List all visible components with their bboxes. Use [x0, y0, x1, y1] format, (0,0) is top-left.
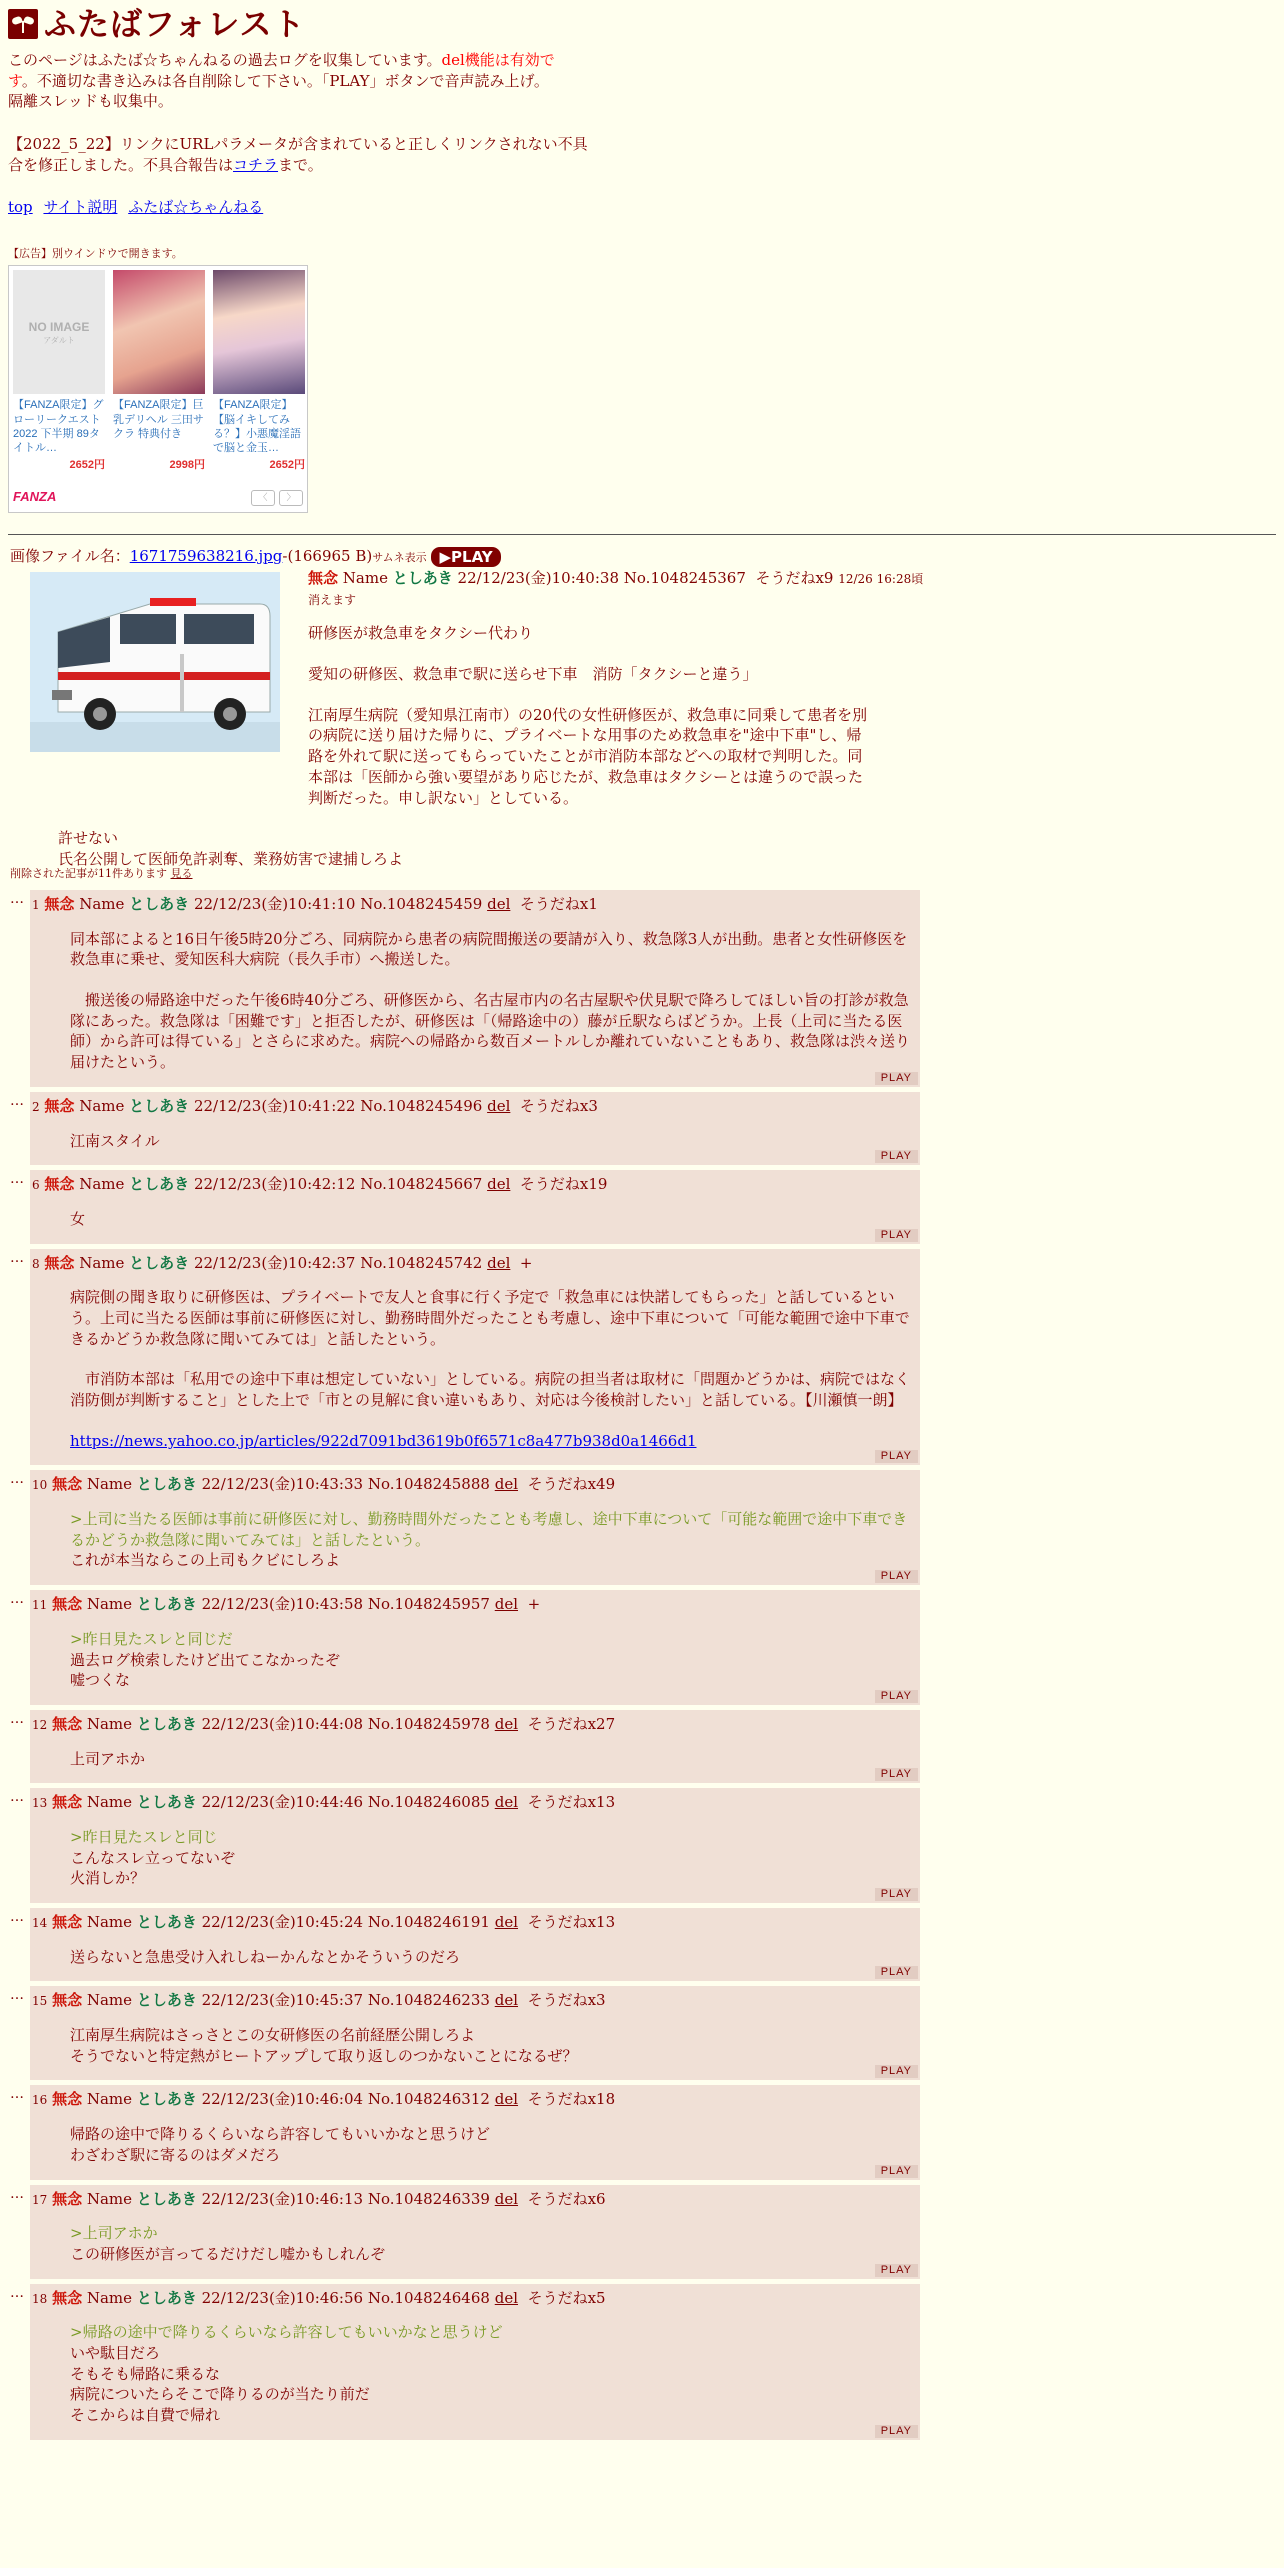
del-link[interactable]: del: [487, 1175, 511, 1194]
update-notice: 【2022_5_22】リンクにURLパラメータが含まれていると正しくリンクされない不具合を修正しました。不具合報告はコチラまで。: [8, 135, 588, 174]
reply-header: [32, 1714, 916, 1735]
op-file-info: 画像ファイル名：1671759638216.jpg-(166965 B)サムネ表示 ▶PLAY: [10, 546, 501, 567]
quote-line: >上司アホか: [70, 2224, 158, 2243]
post-subject: 無念: [308, 569, 339, 587]
ad-prev-button[interactable]: 〈: [251, 490, 275, 506]
del-link[interactable]: del: [494, 2288, 519, 2307]
post-datetime: 22/12/23(金)10:44:46: [201, 1793, 364, 1812]
name-label: Name: [86, 1475, 133, 1494]
ad-item-title[interactable]: 【FANZA限定】巨乳デリヘル 三田サクラ 特典付き: [113, 399, 204, 440]
reply-header: [32, 1474, 916, 1495]
post-datetime: 22/12/23(金)10:45:37: [201, 1991, 364, 2010]
reply-post: [10, 1092, 920, 1165]
post-datetime: 22/12/23(金)10:42:12: [193, 1175, 356, 1194]
reply-header: [32, 1174, 916, 1195]
name-label: Name: [86, 1793, 133, 1812]
reply-message: [70, 929, 916, 1073]
reply-header: [32, 1253, 916, 1274]
reply-post: [10, 1710, 920, 1783]
message-line: [70, 1349, 916, 1369]
reply-header: [32, 894, 916, 915]
poster-name: としあき: [136, 1714, 197, 1733]
play-button[interactable]: PLAY: [875, 1966, 918, 1979]
reply-box: [30, 1986, 920, 2080]
post-number[interactable]: No.1048245459: [360, 895, 483, 913]
reply-list: [10, 890, 920, 2445]
del-link[interactable]: del: [494, 1595, 519, 1614]
post-number[interactable]: No.1048246085: [367, 1793, 490, 1812]
quote-line: >昨日見たスレと同じだ: [70, 1629, 233, 1648]
ad-thumbnail[interactable]: [113, 270, 205, 394]
del-link[interactable]: del: [487, 1096, 511, 1115]
message-line: こんなスレ立ってないぞ: [70, 1848, 236, 1867]
reply-menu-icon[interactable]: …: [10, 1249, 24, 1266]
reply-post: [10, 1908, 920, 1981]
post-subject: 無念: [52, 1913, 83, 1931]
play-button[interactable]: PLAY: [875, 1690, 918, 1703]
message-line: 江南厚生病院はさっさとこの女研修医の名前経歴公開しろよ: [70, 2026, 476, 2045]
play-button[interactable]: PLAY: [875, 1888, 918, 1901]
name-label: Name: [79, 895, 125, 913]
message-line: いや駄目だろ: [70, 2343, 161, 2362]
post-subject: 無念: [52, 2090, 83, 2109]
message-line: 上司アホか: [70, 1749, 146, 1768]
reply-menu-icon[interactable]: …: [10, 2086, 24, 2103]
reply-message: [70, 2322, 916, 2425]
post-datetime: 22/12/23(金)10:43:58: [201, 1595, 364, 1614]
del-link[interactable]: del: [494, 1991, 519, 2010]
del-link[interactable]: del: [494, 1714, 519, 1733]
post-subject: 無念: [52, 2189, 83, 2208]
reply-post: [10, 2185, 920, 2279]
reply-index: 12: [32, 1717, 48, 1732]
ad-caption: 【広告】別ウインドウで開きます。: [8, 247, 183, 261]
reply-header: [32, 1990, 916, 2011]
reply-menu-icon[interactable]: …: [10, 1092, 24, 1109]
post-datetime: 22/12/23(金)10:45:24: [201, 1913, 364, 1931]
message-line: 過去ログ検索したけど出てこなかったぞ: [70, 1650, 341, 1669]
quote-line: >帰路の途中で降りるくらいなら許容してもいいかなと思うけど: [70, 2323, 503, 2342]
futaba-leaf-icon[interactable]: [8, 9, 38, 39]
poster-name: としあき: [136, 1595, 197, 1614]
sodane-button[interactable]: そうだねx13: [527, 1913, 616, 1931]
play-button[interactable]: PLAY: [875, 1150, 918, 1163]
reply-message: [70, 1947, 916, 1968]
del-enabled-notice: del機能は有効で: [441, 51, 555, 69]
sodane-button[interactable]: そうだねx5: [527, 2288, 606, 2307]
post-datetime: 22/12/23(金)10:46:04: [201, 2090, 364, 2109]
del-link[interactable]: del: [487, 1253, 511, 1272]
reply-index: 18: [32, 2291, 48, 2306]
post-datetime: 22/12/23(金)10:46:56: [201, 2288, 364, 2307]
nav-futaba-link[interactable]: ふたば☆ちゃんねる: [128, 198, 264, 217]
reply-header: [32, 2089, 916, 2110]
play-button[interactable]: PLAY: [875, 1768, 918, 1781]
poster-name: としあき: [392, 569, 453, 587]
reply-box: [30, 1710, 920, 1783]
play-button[interactable]: PLAY: [875, 2065, 918, 2078]
poster-name: としあき: [129, 1096, 190, 1115]
reply-menu-icon[interactable]: …: [10, 1710, 24, 1727]
ad-item[interactable]: [213, 270, 305, 473]
message-line: 江南スタイル: [70, 1131, 160, 1150]
post-subject: 無念: [52, 1475, 83, 1494]
del-link[interactable]: del: [487, 895, 511, 913]
reply-message: [70, 1749, 916, 1770]
reply-box: [30, 1590, 920, 1705]
reply-post: [10, 2085, 920, 2179]
reply-index: 13: [32, 1796, 48, 1811]
poster-name: としあき: [136, 2189, 197, 2208]
reply-header: [32, 1594, 916, 1615]
reply-post: [10, 1470, 920, 1585]
play-button[interactable]: PLAY: [875, 1570, 918, 1583]
play-button[interactable]: PLAY: [875, 2165, 918, 2178]
reply-message: [70, 2124, 916, 2165]
del-link[interactable]: del: [494, 1793, 519, 1812]
del-link[interactable]: del: [494, 2189, 519, 2208]
reply-index: 15: [32, 1994, 48, 2009]
reply-menu-icon[interactable]: …: [10, 1789, 24, 1806]
reply-message: [70, 2025, 916, 2066]
message-line: わざわざ駅に寄るのはダメだろ: [70, 2145, 281, 2164]
reply-box: [30, 1908, 920, 1981]
name-label: Name: [79, 1253, 125, 1272]
post-subject: 無念: [52, 1793, 83, 1812]
site-header: [8, 6, 1278, 42]
ad-widget: [8, 265, 308, 513]
show-deleted-link[interactable]: 見る: [170, 867, 193, 880]
message-line: 嘘つくな: [70, 1671, 131, 1690]
reply-message: [70, 1209, 916, 1230]
reply-post: [10, 2284, 920, 2440]
play-button[interactable]: PLAY: [875, 2264, 918, 2277]
reply-menu-icon[interactable]: …: [10, 2284, 24, 2301]
sodane-button[interactable]: そうだねx3: [519, 1096, 598, 1115]
name-label: Name: [79, 1096, 125, 1115]
poster-name: としあき: [136, 1991, 197, 2010]
reply-menu-icon[interactable]: …: [10, 891, 24, 907]
reply-post: [10, 1788, 920, 1903]
site-title: ふたばフォレスト: [44, 4, 306, 43]
reply-box: [30, 1470, 920, 1585]
message-line: 同本部によると16日午後5時20分ごろ、同病院から患者の病院間搬送の要請が入り、救急隊3人が出動。患者と女性研修医を救急車に乗せ、愛知医科大病院（長久手市）へ搬送した。: [70, 929, 908, 969]
sodane-button[interactable]: +: [519, 1253, 533, 1272]
name-label: Name: [86, 1991, 133, 2010]
message-line: 火消しか？: [70, 1869, 146, 1888]
post-number[interactable]: No.1048245496: [360, 1096, 483, 1115]
divider: [8, 534, 1276, 535]
sodane-button[interactable]: そうだねx27: [527, 1714, 616, 1733]
poster-name: としあき: [136, 2288, 197, 2307]
reply-post: [10, 1986, 920, 2080]
message-line: 女: [70, 1209, 86, 1228]
message-line: 病院側の聞き取りに研修医は、プライベートで友人と食事に行く予定で「救急車には快諾してもらった」と話しているという。上司に当たる医師は事前に研修医に対し、勤務時間外だったことも考慮し、途中下車について「可能な範囲で途中下車できるかどうか救急隊に聞いてみては」と話したという。: [70, 1288, 910, 1348]
name-label: Name: [86, 1714, 133, 1733]
reply-box: [30, 1092, 920, 1165]
reply-index: 2: [32, 1099, 40, 1114]
post-number[interactable]: No.1048246339: [367, 2189, 490, 2208]
quote-line: >上司に当たる医師は事前に研修医に対し、勤務時間外だったことも考慮し、途中下車について「可能な範囲で途中下車できるかどうか救急隊に聞いてみては」と話したという。: [70, 1510, 908, 1549]
reply-index: 1: [32, 898, 40, 912]
message-line: 搬送後の帰路途中だった午後6時40分ごろ、研修医から、名古屋市内の名古屋駅や伏見駅で降ろしてほしい旨の打診が救急隊にあった。救急隊は「困難です」と拒否したが、研修医は「（帰路途中の）藤が丘駅ならばどうか。上長（上司に当たる医師）から許可は得ている」とさらに求めた。病院への帰路から数百メートルしか離れていないこともあり、救急隊は渋々送り届けたという。: [70, 991, 911, 1072]
post-number[interactable]: No.1048246468: [367, 2288, 490, 2307]
reply-box: [30, 1788, 920, 1903]
nav-about-link[interactable]: サイト説明: [43, 198, 118, 217]
poster-name: としあき: [129, 1175, 190, 1194]
sodane-button[interactable]: そうだねx19: [519, 1175, 608, 1194]
reply-message: [70, 1827, 916, 1889]
message-line: [70, 1411, 916, 1431]
poster-name: としあき: [136, 1793, 197, 1812]
post-number[interactable]: No.1048245742: [360, 1253, 483, 1272]
sodane-button[interactable]: そうだねx18: [527, 2090, 616, 2109]
play-button[interactable]: PLAY: [875, 1229, 918, 1242]
quote-line: >昨日見たスレと同じ: [70, 1827, 218, 1846]
reply-post: [10, 1170, 920, 1243]
sodane-button[interactable]: そうだねx9: [755, 569, 834, 587]
message-line: そもそも帰路に乗るな: [70, 2364, 221, 2383]
post-datetime: 22/12/23(金)10:43:33: [201, 1475, 364, 1494]
reply-header: [32, 2288, 916, 2309]
ad-thumbnail[interactable]: [213, 270, 305, 394]
intro-text: このページはふたば☆ちゃんねるの過去ログを収集しています。del機能は有効で す。不適切な書き込みは各自削除して下さい。「PLAY」ボタンで音声読み上げ。 隔離スレッドも収集中。: [8, 51, 555, 111]
play-button[interactable]: PLAY: [875, 1450, 918, 1463]
post-subject: 無念: [44, 895, 75, 913]
bug-report-link[interactable]: コチラ: [233, 155, 279, 174]
ad-item-title[interactable]: 【FANZA限定】【脳イキしてみる？】小悪魔淫語で脳と金玉…: [213, 399, 301, 455]
message-line: 市消防本部は「私用での途中下車は想定していない」としている。病院の担当者は取材に「問題かどうかは、病院ではなく消防側が判断すること」とした上で「市との見解に食い違いもあり、対応は今後検討したい」と話している。【川瀬慎一朗】: [70, 1370, 911, 1409]
name-label: Name: [86, 1595, 133, 1614]
post-number[interactable]: No.1048246312: [367, 2090, 490, 2109]
reply-header: [32, 1792, 916, 1813]
post-subject: 無念: [44, 1253, 75, 1272]
reply-index: 17: [32, 2192, 48, 2207]
reply-post: [10, 890, 920, 1087]
reply-box: [30, 1249, 920, 1466]
message-line: [70, 970, 916, 990]
poster-name: としあき: [136, 1913, 197, 1931]
reply-box: [30, 2085, 920, 2179]
post-number[interactable]: No.1048245367: [623, 569, 746, 587]
post-number[interactable]: No.1048245667: [360, 1175, 483, 1194]
no-image-placeholder[interactable]: NO IMAGE アダルト: [13, 270, 105, 394]
name-label: Name: [86, 2288, 133, 2307]
post-datetime: 22/12/23(金)10:41:10: [193, 895, 356, 913]
page: [8, 0, 1278, 2437]
reply-box: [30, 1170, 920, 1243]
del-link[interactable]: del: [494, 1913, 519, 1931]
poster-name: としあき: [136, 1475, 197, 1494]
message-line: そうでないと特定熱がヒートアップして取り返しのつかないことになるぜ？: [70, 2046, 578, 2065]
post-datetime: 22/12/23(金)10:44:08: [201, 1714, 364, 1733]
reply-menu-icon[interactable]: …: [10, 1909, 24, 1925]
reply-index: 10: [32, 1478, 48, 1493]
del-link[interactable]: del: [494, 1475, 519, 1494]
poster-name: としあき: [136, 2090, 197, 2109]
thumbnail-toggle[interactable]: サムネ表示: [372, 551, 427, 564]
post-subject: 無念: [52, 1991, 83, 2010]
reply-header: [32, 2189, 916, 2210]
sodane-button[interactable]: そうだねx13: [527, 1793, 616, 1812]
sodane-button[interactable]: そうだねx6: [527, 2189, 606, 2208]
post-subject: 無念: [52, 1714, 83, 1733]
message-line: 帰路の途中で降りるくらいなら許容してもいいかなと思うけど: [70, 2125, 491, 2144]
reply-header: [32, 1912, 916, 1933]
reply-message: [70, 2223, 916, 2264]
reply-message: [70, 1509, 916, 1571]
ad-pager: [251, 490, 303, 506]
reply-index: 6: [32, 1178, 40, 1193]
message-line: これが本当ならこの上司もクビにしろよ: [70, 1551, 341, 1570]
post-subject: 無念: [44, 1096, 75, 1115]
ad-item-price: 2652円: [69, 459, 105, 472]
nav-links: [8, 197, 1278, 218]
op-post: [30, 568, 930, 870]
expire-note: 12/26 16:28頃消えます: [308, 572, 924, 607]
post-datetime: 22/12/23(金)10:46:13: [201, 2189, 364, 2208]
name-label: Name: [79, 1175, 125, 1194]
message-line: 病院についたらそこで降りるのが当たり前だ: [70, 2385, 370, 2404]
post-number[interactable]: No.1048246191: [367, 1913, 490, 1931]
reply-message: [70, 1131, 916, 1152]
fanza-logo[interactable]: FANZA: [13, 489, 57, 505]
post-number[interactable]: No.1048245957: [367, 1595, 490, 1614]
article-link[interactable]: https://news.yahoo.co.jp/articles/922d7091bd3619b0f6571c8a477b938d0a1466d1: [70, 1431, 697, 1450]
reply-index: 16: [32, 2093, 48, 2108]
sodane-button[interactable]: +: [527, 1595, 541, 1614]
poster-name: としあき: [129, 1253, 190, 1272]
post-number[interactable]: No.1048246233: [367, 1991, 490, 2010]
reply-box: [30, 2284, 920, 2440]
del-link[interactable]: del: [494, 2090, 519, 2109]
deleted-posts-note: 削除された記事が11件あります 見る: [10, 867, 193, 880]
post-datetime: 22/12/23(金)10:40:38: [457, 569, 619, 587]
reply-menu-icon[interactable]: …: [10, 1591, 24, 1608]
op-header: 無念 Name としあき 22/12/23(金)10:40:38 No.1048245367 そうだねx9 12/26 16:28頃消えます: [308, 569, 924, 607]
post-number[interactable]: No.1048245978: [367, 1714, 490, 1733]
post-subject: 無念: [44, 1175, 75, 1194]
message-line: そこからは自費で帰れ: [70, 2406, 221, 2424]
sodane-button[interactable]: そうだねx3: [527, 1991, 606, 2010]
reply-index: 11: [32, 1598, 48, 1613]
op-play-button[interactable]: ▶PLAY: [431, 547, 500, 567]
ad-item-title[interactable]: 【FANZA限定】グローリークエスト 2022 下半期 89タイトル…: [13, 399, 104, 455]
reply-message: [70, 1629, 916, 1691]
reply-header: [32, 1096, 916, 1117]
post-datetime: 22/12/23(金)10:41:22: [193, 1096, 356, 1115]
post-number[interactable]: No.1048245888: [367, 1475, 490, 1494]
reply-menu-icon[interactable]: …: [10, 2185, 24, 2202]
reply-post: [10, 1249, 920, 1466]
reply-menu-icon[interactable]: …: [10, 1171, 24, 1188]
post-subject: 無念: [52, 2288, 83, 2307]
name-label: Name: [86, 2090, 133, 2109]
reply-index: 14: [32, 1916, 48, 1930]
name-label: Name: [86, 1913, 133, 1931]
post-subject: 無念: [52, 1595, 83, 1614]
op-message: 研修医が救急車をタクシー代わり 愛知の研修医、救急車で駅に送らせ下車 消防「タクシーと違う」 江南厚生病院（愛知県江南市）の20代の女性研修医が、救急車に同乗して患者を別の病院に送り届けた帰りに、プライベートな用事のため救急車を"途中下車"し、帰路を外れて駅に送ってもらっていたことが市消防本部などへの取材で判明した。同本部は「医師から強い要望があり応じたが、救急車はタクシーとは違うので誤った判断だった。申し訳ない」としている。 許せない 氏名公開して医師免許剥奪、業務妨害で逮捕しろよ: [58, 624, 868, 868]
sodane-button[interactable]: そうだねx49: [527, 1475, 616, 1494]
ad-item-price: 2652円: [269, 459, 305, 472]
reply-menu-icon[interactable]: …: [10, 1471, 24, 1488]
play-button[interactable]: PLAY: [875, 1072, 918, 1085]
ad-next-button[interactable]: 〉: [279, 490, 303, 506]
post-datetime: 22/12/23(金)10:42:37: [193, 1253, 356, 1272]
name-label: Name: [86, 2189, 133, 2208]
reply-box: [30, 2185, 920, 2279]
message-line: この研修医が言ってるだけだし嘘かもしれんぞ: [70, 2244, 386, 2263]
ad-item[interactable]: [113, 270, 205, 473]
reply-box: [30, 890, 920, 1087]
reply-message: [70, 1287, 916, 1451]
poster-name: としあき: [129, 895, 190, 913]
ad-item[interactable]: [13, 270, 105, 473]
play-button[interactable]: PLAY: [875, 2425, 918, 2438]
op-file-link[interactable]: 1671759638216.jpg: [129, 547, 283, 565]
message-line: 送らないと急患受け入れしねーかんなとかそういうのだろ: [70, 1947, 461, 1966]
reply-menu-icon[interactable]: …: [10, 1987, 24, 2004]
reply-index: 8: [32, 1256, 40, 1271]
reply-post: [10, 1590, 920, 1705]
ad-item-price: 2998円: [169, 459, 205, 472]
sodane-button[interactable]: そうだねx1: [519, 895, 598, 913]
nav-top-link[interactable]: top: [8, 198, 33, 217]
